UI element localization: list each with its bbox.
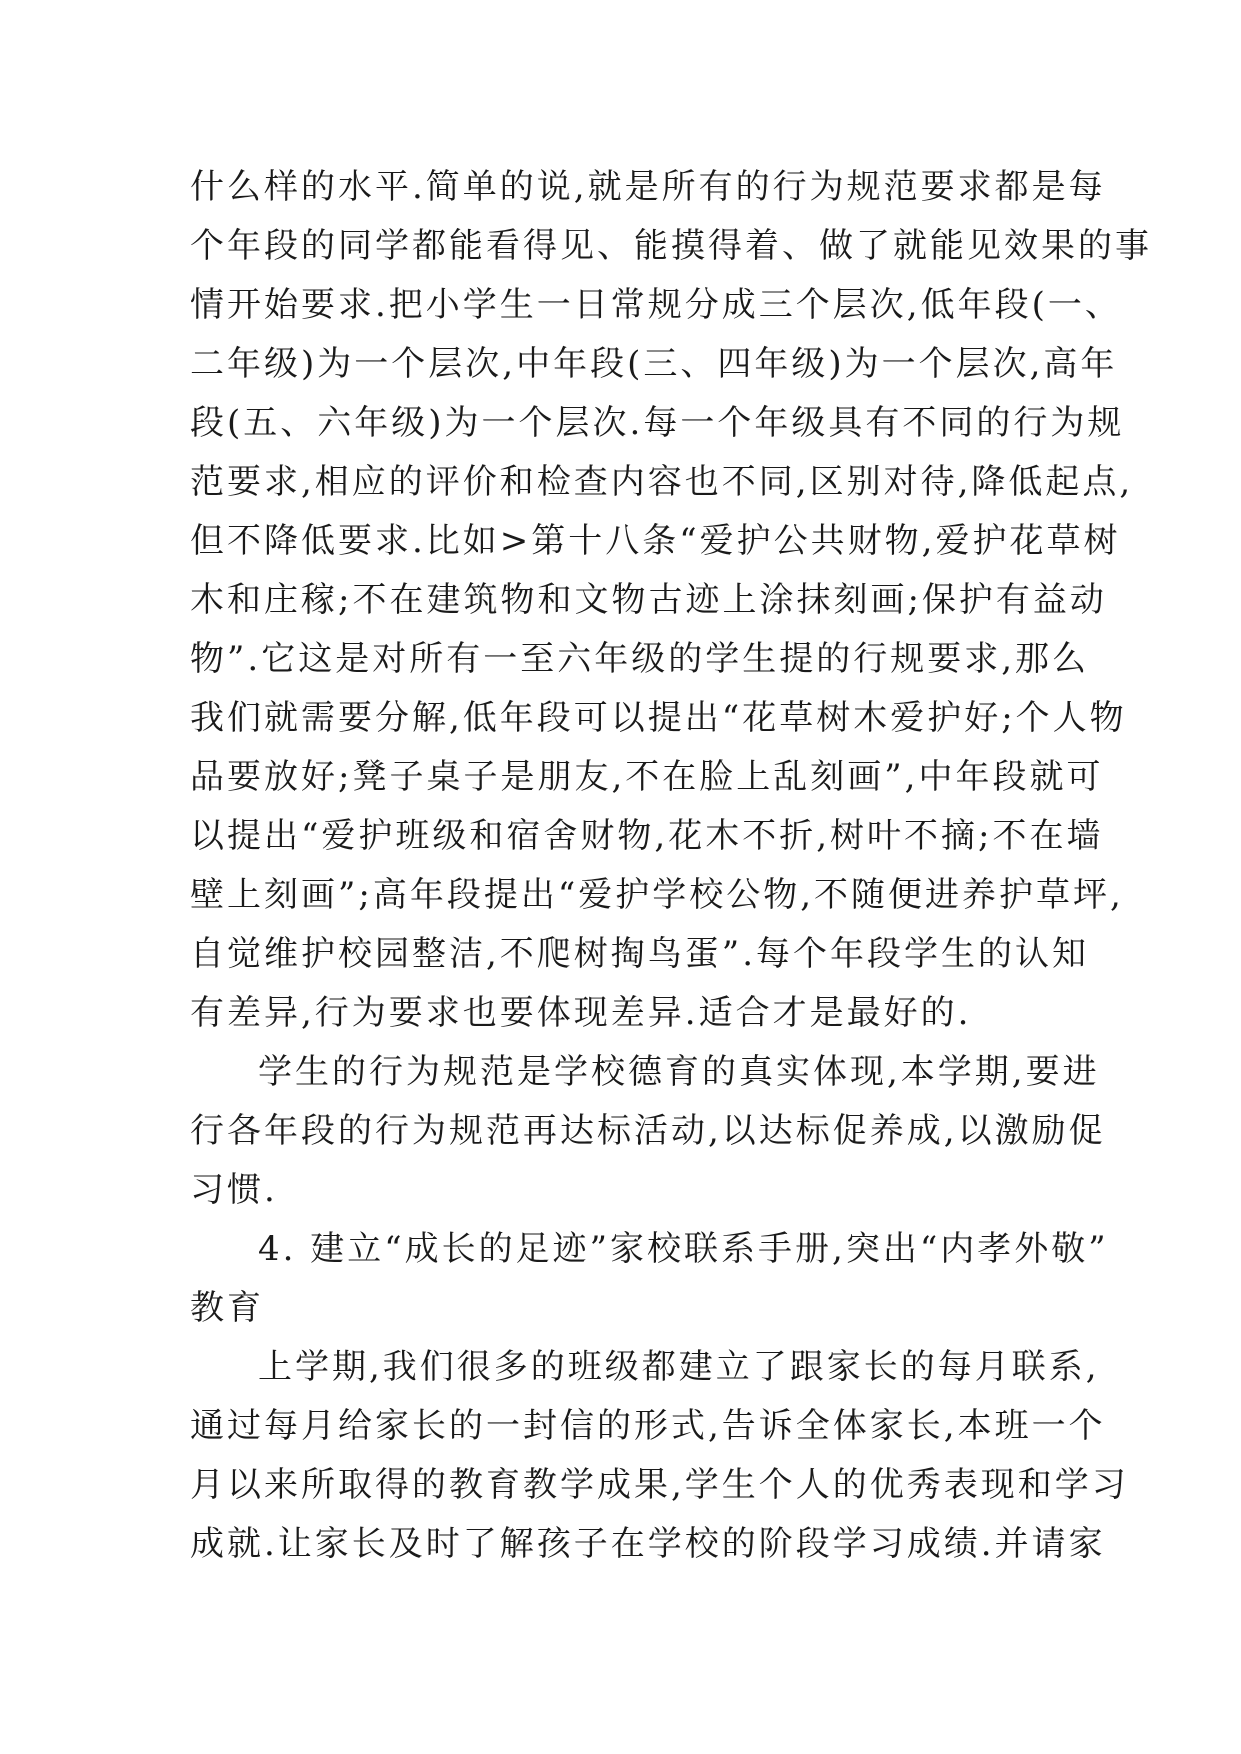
text-line: 情开始要求.把小学生一日常规分成三个层次,低年段(一、 <box>190 285 1122 325</box>
text-line: 段(五、六年级)为一个层次.每一个年级具有不同的行为规 <box>190 403 1125 443</box>
text-line: 行各年段的行为规范再达标活动,以达标促养成,以激励促 <box>190 1111 1106 1151</box>
text-line: 我们就需要分解,低年段可以提出“花草树木爱护好;个人物 <box>190 698 1127 738</box>
text-line: 学生的行为规范是学校德育的真实体现,本学期,要进 <box>258 1052 1100 1092</box>
text-line: 个年段的同学都能看得见、能摸得着、做了就能见效果的事 <box>190 226 1152 266</box>
text-line: 习惯. <box>190 1170 278 1210</box>
text-line: 范要求,相应的评价和检查内容也不同,区别对待,降低起点, <box>190 462 1134 502</box>
text-line: 品要放好;凳子桌子是朋友,不在脸上乱刻画”,中年段就可 <box>190 757 1104 797</box>
text-line: 什么样的水平.简单的说,就是所有的行为规范要求都是每 <box>190 167 1106 207</box>
section-heading-line: 4. 建立“成长的足迹”家校联系手册,突出“内孝外敬” <box>258 1229 1109 1269</box>
text-line: 但不降低要求.比如>第十八条“爱护公共财物,爱护花草树 <box>190 521 1121 561</box>
text-line: 成就.让家长及时了解孩子在学校的阶段学习成绩.并请家 <box>190 1524 1106 1564</box>
text-line: 以提出“爱护班级和宿舍财物,花木不折,树叶不摘;不在墙 <box>190 816 1104 856</box>
text-line: 上学期,我们很多的班级都建立了跟家长的每月联系, <box>258 1347 1100 1387</box>
text-line: 木和庄稼;不在建筑物和文物古迹上涂抹刻画;保护有益动 <box>190 580 1107 620</box>
text-line: 二年级)为一个层次,中年段(三、四年级)为一个层次,高年 <box>190 344 1118 384</box>
text-line: 有差异,行为要求也要体现差异.适合才是最好的. <box>190 993 972 1033</box>
text-line: 通过每月给家长的一封信的形式,告诉全体家长,本班一个 <box>190 1406 1106 1446</box>
text-line: 物”.它这是对所有一至六年级的学生提的行规要求,那么 <box>190 639 1089 679</box>
section-heading-line: 教育 <box>190 1288 264 1328</box>
text-line: 壁上刻画”;高年段提出“爱护学校公物,不随便进养护草坪, <box>190 875 1124 915</box>
text-line: 自觉维护校园整洁,不爬树掏鸟蛋”.每个年段学生的认知 <box>190 934 1089 974</box>
text-line: 月以来所取得的教育教学成果,学生个人的优秀表现和学习 <box>190 1465 1129 1505</box>
body-text <box>190 158 1152 1574</box>
